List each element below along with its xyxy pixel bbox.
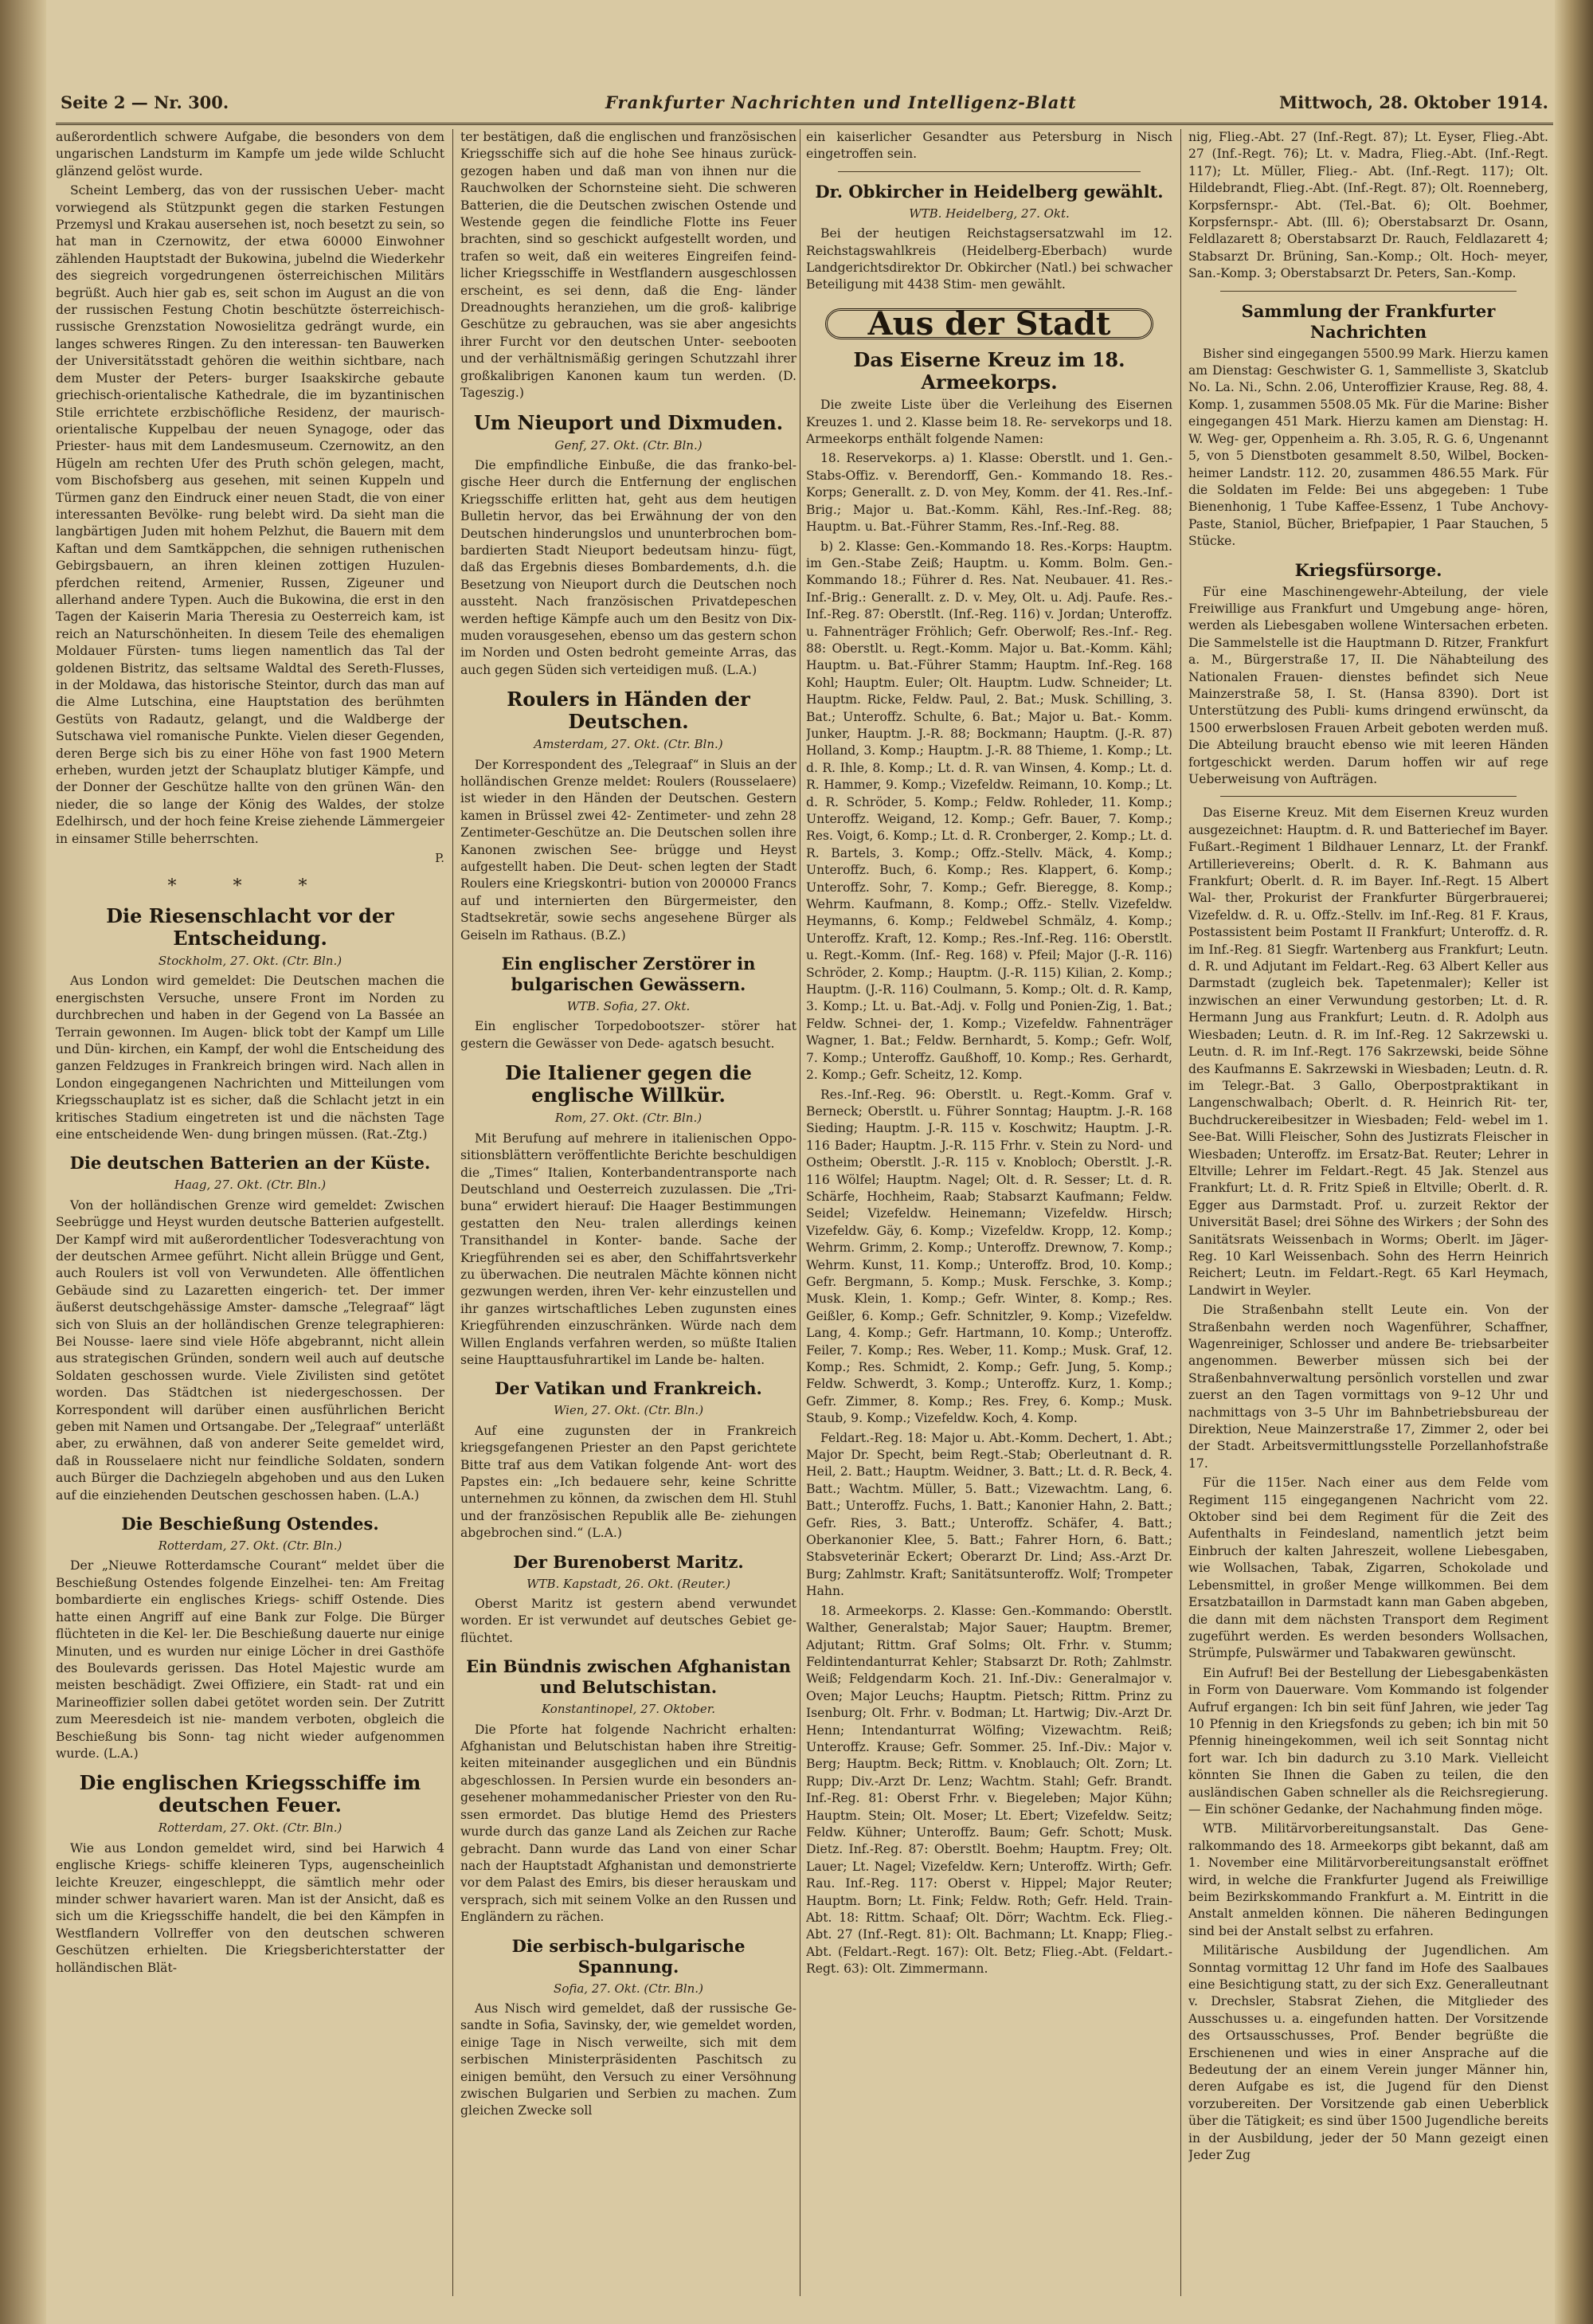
- article-text: Auf eine zugunsten der in Frankreich kriegsgefangenen Priester an den Papst gerichtete Bitte traf aus dem Vatikan folgende Ant- wort des Papstes ein: „Ich bedauere sehr, keine Schritte unternehmen zu können, da zwischen dem Hl. Stuhl und der französischen Republik alle Be- ziehungen abgebrochen sind.“ (L.A.): [460, 1423, 796, 1541]
- article-text: Für die 115er. Nach einer aus dem Felde vom Regiment 115 eingegangenen Nachricht vom 22. Oktober sind bei dem Regiment für die Zeit des Aufenthalts in Feindesland, namentlich jetzt beim Einbruch der kalten Jahreszeit, wollene Liebesgaben, wie Wollsachen, Tabak, Zigarren, Schokolade und Lebensmittel, in großer Menge willkommen. Bei dem Ersatzbataillon in Darmstadt kann man Gaben abgeben, die dann mit dem nächsten Transport dem Regiment zugeführt werden. Es werden besonders Wollsachen, Strümpfe, Pulswärmer und Tabakwaren gewünscht.: [1188, 1476, 1548, 1661]
- issue-date: Mittwoch, 28. Oktober 1914.: [1279, 92, 1548, 112]
- paper-title: Frankfurter Nachrichten und Intelligenz-Blatt: [605, 92, 1077, 112]
- dateline: WTB. Sofia, 27. Okt.: [566, 999, 691, 1014]
- headline: Der Vatikan und Frankreich.: [495, 1378, 762, 1399]
- headline: Ein englischer Zerstörer in bulgarischen Gewässern.: [501, 954, 756, 995]
- headline: Die englischen Kriegsschiffe im deutschen Feuer.: [79, 1771, 421, 1817]
- headline: Ein Bündnis zwischen Afghanistan und Belutschistan.: [466, 1656, 791, 1698]
- dateline: WTB. Heidelberg, 27. Okt.: [909, 206, 1070, 221]
- dateline: Wien, 27. Okt. (Ctr. Bln.): [553, 1403, 704, 1418]
- column-3: [806, 129, 1172, 2296]
- dateline: Stockholm, 27. Okt. (Ctr. Bln.): [158, 953, 342, 968]
- headline: Der Burenoberst Maritz.: [513, 1551, 744, 1572]
- article-text: Der „Nieuwe Rotterdamsche Courant“ meldet über die Beschießung Ostendes folgende Einzelhei- ten: Am Freitag bombardierte ein englisches Kriegs- schiff Ostende. Dies hatte einen Angriff auf eine Bank zur Folge. Die Bürger flüchteten in die Kel- ler. Die Beschießung dauerte nur einige Minuten, und es wurden nur einige Löcher in drei Gasthöfe des Boulevards gerissen. Das Hotel Majestic wurde am meisten beschädigt. Zwei Offiziere, ein Stadt- rat und ein Marineoffizier sollen dabei getötet worden sein. Der Zutritt zum Meeresdeich ist nie- mandem verboten, obgleich die Beschießung bis Sonn- tag nicht wieder aufgenommen wurde. (L.A.): [56, 1558, 444, 1761]
- dateline: Sofia, 27. Okt. (Ctr. Bln.): [554, 1981, 703, 1996]
- article-text: Von der holländischen Grenze wird gemeldet: Zwischen Seebrügge und Heyst wurden deutsche Batterien aufgestellt. Der Kampf wird mit außerordentlicher Todesverachtung von der deutschen Armee geführt. Nicht allein Brügge und Gent, auch Roulers ist voll von Verwundeten. Alle öffentlichen Gebäude sind zu Lazaretten eingerich- tet. Der immer äußerst deutschgehässige Amster- damsche „Telegraaf“ lägt sich von Sluis an der holländischen Grenze telegraphieren: Bei Nousse- laere sind viele Höfe abgebrannt, nicht allein aus strategischen Gründen, sondern weil auch auf deutsche Soldaten geschossen wurde. Viele Zivilisten sind getötet worden. Das Städtchen ist niedergeschossen. Der Korrespondent will darüber einen ausführlichen Bericht geben mit Namen und Ortsangabe. Der „Telegraaf“ unterläßt aber, zu erwähnen, daß von anderer Seite gemeldet wird, daß in Rousselaere nicht nur feindliche Soldaten, sondern auch Bürger die Dachziegeln abgehoben und aus den Luken auf die einziehenden Deutschen geschossen haben. (L.A.): [56, 1197, 444, 1503]
- headline: Um Nieuport und Dixmuden.: [473, 410, 784, 434]
- column-2: [460, 129, 796, 2296]
- headline: Sammlung der Frankfurter Nachrichten: [1241, 300, 1496, 342]
- article-text: ein kaiserlicher Gesandter aus Petersburg in Nisch eingetroffen sein.: [806, 130, 1172, 162]
- article-signature: P.: [435, 851, 444, 866]
- dateline: Amsterdam, 27. Okt. (Ctr. Bln.): [534, 737, 723, 752]
- article-text: Feldart.-Reg. 18: Major u. Abt.-Komm. Dechert, 1. Abt.; Major Dr. Specht, beim Regt.-Stab; Oberleutnant d. R. Heil, 2. Batt.; Hauptm. Weidner, 3. Batt.; Lt. d. R. Beck, 4. Batt.; Wachtm. Müller, 5. Batt.; Vizewachtm. Lang, 6. Batt.; Unteroffz. Fuchs, 1. Batt.; Kanonier Hahn, 2. Batt.; Gefr. Ries, 3. Batt.; Unteroffz. Schäfer, 4. Batt.; Oberkanonier Klee, 5. Batt.; Fahrer Horn, 6. Batt.; Stabsveterinär Eckert; Oberarzt Dr. Lind; Ass.-Arzt Dr. Burg; Zahlmstr. Kraft; Sanitätsunteroffz. Wolf; Trompeter Hahn.: [806, 1430, 1172, 1599]
- column-rule: [452, 129, 453, 2296]
- dateline: Rotterdam, 27. Okt. (Ctr. Bln.): [158, 1538, 342, 1554]
- section-ornament: * * *: [167, 876, 333, 897]
- dateline: Rotterdam, 27. Okt. (Ctr. Bln.): [158, 1820, 342, 1836]
- article-text: 18. Armeekorps. 2. Klasse: Gen.-Kommando: Oberstlt. Walther, Generalstab; Major Sauer; Hauptm. Bremer, Adjutant; Rittm. Graf Solms; Olt. Frhr. v. Stumm; Feldintendanturrat Kehler; Stabsarzt Dr. Roth; Zahlmstr. Weiß; Feldgendarm Koch. 21. Inf.-Div.: Generalmajor v. Oven; Major Leuchs; Hauptm. Pietsch; Rittm. Prinz zu Isenburg; Olt. Frhr. v. Bodman; Lt. Hartwig; Div.-Arzt Dr. Henn; Intendanturrat Wölfing; Vizewachtm. Reiß; Unteroffz. Krause; Gefr. Sommer. 25. Inf.-Div.: Major v. Berg; Hauptm. Beck; Rittm. v. Knoblauch; Olt. Zorn; Lt. Rupp; Div.-Arzt Dr. Lenz; Wachtm. Stahl; Gefr. Brandt. Inf.-Reg. 81: Oberst Frhr. v. Biegeleben; Major Kühn; Hauptm. Stein; Olt. Moser; Lt. Ebert; Vizefeldw. Seitz; Feldw. Kühner; Unteroffz. Baum; Gefr. Schott; Musk. Dietz. Inf.-Reg. 87: Oberstlt. Boehm; Hauptm. Frey; Olt. Lauer; Lt. Nagel; Vizefeldw. Kern; Unteroffz. Wirth; Gefr. Rau. Inf.-Reg. 117: Oberst v. Hippel; Major Reuter; Hauptm. Born; Lt. Fink; Feldw. Roth; Gefr. Held. Train-Abt. 18: Rittm. Schaaf; Olt. Dörr; Wachtm. Eck. Flieg.-Abt. 27 (Inf.-Regt. 81): Olt. Bachmann; Lt. Knapp; Flieg.-Abt. (Feldart.-Regt. 167): Olt. Betz; Flieg.-Abt. (Feldart.-Regt. 63): Olt. Zimmermann.: [806, 1603, 1172, 1977]
- headline: Roulers in Händen der Deutschen.: [507, 688, 750, 734]
- page-edge: [1555, 0, 1593, 2324]
- article-text: Aus London wird gemeldet: Die Deutschen machen die energischsten Versuche, unsere Front im Norden zu durchbrechen und haben in der Gegend von La Bassée an Terrain gewonnen. Im Augen- blick tobt der Kampf um Lille und Dün- kirchen, ein Kampf, der wohl die Entscheidung des ganzen Feldzuges in Frankreich bringen wird. Nach allen in London eingegangenen Nachrichten und Mitteilungen vom Kriegsschauplatz ist es sicher, daß die Schlacht jetzt in ein kritisches Stadium eingetreten ist und die nächsten Tage eine entscheidende Wen- dung bringen müssen. (Rat.-Ztg.): [56, 974, 444, 1142]
- masthead: [56, 86, 1553, 125]
- article-text: Für eine Maschinengewehr-Abteilung, der viele Freiwillige aus Frankfurt und Umgebung ange- hören, werden als Liebesgaben wollene Wintersachen erbeten. Die Sammelstelle ist die Hauptmann D. Ritzer, Frankfurt a. M., Bürgerstraße 17, II. Die Nähabteilung des Nationalen Frauen- dienstes befindet sich Neue Mainzerstraße 58, I. St. (Hansa 8390). Dort ist Unterstützung des Publi- kums dringend erwünscht, da 1500 erwerbslosen Frauen Arbeit geboten werden muß. Die Abteilung braucht ebenso wie mit leeren Händen fortgeschickt werden. Darum hoffen wir auf rege Ueberweisung von Aufträgen.: [1188, 584, 1548, 786]
- article-text: Bisher sind eingegangen 5500.99 Mark. Hierzu kamen am Dienstag: Geschwister G. 1, Sammelliste 3, Skatclub No. La. Ni., Schn. 2.06, Unteroffizier Krause, Reg. 88, 4. Komp. 1, zusammen 5508.05 Mk. Für die Marine: Bisher eingegangen 451 Mark. Hierzu kamen am Dienstag: H. W. Weg- ger, Oppenheim a. Rh. 3.05, R. G. 6, Ungenannt 5, von 5 Dienstboten gesammelt 8.50, Wilbel, Bocken- heimer Landstr. 112. 20, zusammen 486.55 Mark. Für die Soldaten im Felde: Bei uns abgegeben: 1 Tube Bienenhonig, 1 Tube Kaffee-Essenz, 1 Tube Anchovy-Paste, Staniol, Bücher, Briefpapier, 1 Paar Stauchen, 5 Stücke.: [1188, 346, 1548, 549]
- page-number: Seite 2 — Nr. 300.: [61, 92, 229, 112]
- article-text: Bei der heutigen Reichstagsersatzwahl im 12. Reichstagswahlkreis (Heidelberg-Eberbach) wurde Landgerichtsdirektor Dr. Obkircher (Natl.) bei schwacher Beteiligung mit 4438 Stim- men gewählt.: [806, 226, 1172, 292]
- article-text: Die zweite Liste über die Verleihung des Eisernen Kreuzes 1. und 2. Klasse beim 18. Re- servekorps und 18. Armeekorps enthält folgende Namen:: [806, 398, 1172, 447]
- article-text: Oberst Maritz ist gestern abend verwundet worden. Er ist verwundet auf deutsches Gebiet ge- flüchtet.: [460, 1597, 796, 1645]
- headline: Dr. Obkircher in Heidelberg gewählt.: [815, 181, 1164, 202]
- article-text: Mit Berufung auf mehrere in italienischen Oppo- sitionsblättern veröffentlichte Berichte beschuldigen die „Times“ Italien, Konterbandentransporte nach Deutschland und Oesterreich zuzulassen. Die „Tri- buna“ erwidert hierauf: Die Haager Bestimmungen gestatten den Neu- tralen allerdings keinen Transithandel in Konter- bande. Sache der Kriegführenden sei es aber, den Schiffahrtsverkehr zu überwachen. Die neutralen Mächte können nicht gezwungen werden, ihren Ver- kehr einzustellen und ihr ganzes wirtschaftliches Leben zugunsten eines Kriegführenden einzuschränken. Würde nach dem Willen Englands verfahren werden, so müßte Italien seine Haupttausfuhrartikel im Lande be- halten.: [460, 1131, 796, 1367]
- column-1: [56, 129, 444, 2296]
- column-rule: [1180, 129, 1181, 2296]
- article-text: Die Straßenbahn stellt Leute ein. Von der Straßenbahn werden noch Wagenführer, Schaffner, Wagenreiniger, Schlosser und andere Be- triebsarbeiter angenommen. Bewerber müssen sich bei der Straßenbahnverwaltung persönlich vorstellen und zwar zuerst an den Tagen vormittags von 9–12 Uhr und nachmittags von 3–5 Uhr im Bahnbetriebsbureau der Direktion, Neue Mainzerstraße 17, Zimmer 2, oder bei der Stadt. Arbeitsvermittlungsstelle Porzellanhofstraße 17.: [1188, 1303, 1548, 1471]
- dateline: Haag, 27. Okt. (Ctr. Bln.): [174, 1178, 327, 1193]
- dateline: Konstantinopel, 27. Oktober.: [542, 1702, 715, 1717]
- article-text: 18. Reservekorps. a) 1. Klasse: Oberstlt. und 1. Gen.-Stabs-Offiz. v. Berendorff, Gen.- Kommando 18. Res.-Korps; Generallt. z. D. von Mey, Komm. der 41. Res.-Inf.-Brig.; Major u. Bat.-Komm. Kähl, Res.-Inf.-Reg. 88; Hauptm. u. Bat.-Führer Stamm, Res.-Inf.-Reg. 88.: [806, 451, 1172, 535]
- article-text: Militärische Ausbildung der Jugendlichen. Am Sonntag vormittag 12 Uhr fand im Hofe des Saalbaues eine Besichtigung statt, zu der sich Exz. Generalleutnant v. Drechsler, Stabsrat Ziehen, die Mitglieder des Ausschusses u. a. eingefunden hatten. Der Vorsitzende des Ortsausschusses, Prof. Bender begrüßte die Erschienenen und wies in einer Ansprache auf die Bedeutung der an einem Verein junger Männer hin, deren Aufgabe es ist, die Jugend für den Dienst vorzubereiten. Der Vorsitzende gab einen Ueberblick über die Tätigkeit; es sind über 1500 Jugendliche bereits in der Ausbildung, jeder der 50 Mann gezeigt einen Jeder Zug: [1188, 1943, 1548, 2163]
- article-text: b) 2. Klasse: Gen.-Kommando 18. Res.-Korps: Hauptm. im Gen.-Stabe Zeiß; Hauptm. u. Komm. Bolm. Gen.-Kommando 18.; Führer d. Res. Nat. Neubauer. 41. Res.-Inf.-Brig.: Generallt. z. D. v. Mey, Olt. u. Adj. Paufe. Res.-Inf.-Reg. 87: Oberstlt. (Inf.-Reg. 116) v. Jordan; Unteroffz. u. Fahnenträger Fröhlich; Gefr. Oberwolf; Res.-Inf.- Reg. 88: Oberstlt. u. Regt.-Komm. Major u. Bat.-Komm. Kähl; Hauptm. u. Bat.-Führer Stamm; Hauptm. Inf.-Reg. 168 Kohl; Hauptm. Euler; Olt. Hauptm. Ludw. Schneider; Lt. Hauptm. Ricke, Feldw. Paul, 2. Bat.; Musk. Schilling, 3. Bat.; Unteroffz. Schulte, 6. Bat.; Major u. Bat.- Komm. Junker, Hauptm. J.-R. 88; Bockmann; Hauptm. (J.-R. 87) Holland, 3. Komp.; Hauptm. J.-R. 88 Thieme, 1. Komp.; Lt. d. R. Ihle, 8. Komp.; Lt. d. R. van Winsen, 4. Komp.; Lt. d. R. Hammer, 9. Komp.; Vizefeldw. Reimann, 10. Komp.; Lt. d. R. Schröder, 5. Komp.; Feldw. Rohleder, 11. Komp.; Unteroffz. Weigand, 12. Komp.; Gefr. Bauer, 7. Komp.; Res. Voigt, 6. Komp.; Lt. d. R. Cronberger, 2. Komp.; Lt. d. R. Bartels, 3. Komp.; Offz.-Stellv. Mäck, 4. Komp.; Unteroffz. Buch, 6. Komp.; Res. Klappert, 6. Komp.; Unteroffz. Sohr, 7. Komp.; Gefr. Bieregge, 8. Komp.; Wehrm. Kaufmann, 8. Komp.; Offz.- Stellv. Vizefeldw. Heymanns, 6. Komp.; Feldwebel Schmälz, 4. Komp.; Unteroffz. Kraft, 12. Komp.; Res.-Inf.-Reg. 116: Oberstlt. u. Regt.-Komm. (Inf.- Reg. 168) v. Pfeil; Major (J.-R. 116) Schröder, 2. Komp.; Hauptm. (J.-R. 115) Kilian, 2. Komp.; Hauptm. (J.-R. 116) Coulmann, 5. Komp.; Olt. d. R. Kamp, 3. Komp.; Lt. u. Bat.-Adj. v. Follg und Ponien-Zig, 1. Bat.; Feldw. Schnei- der, 1. Komp.; Vizefeldw. Fahnenträger Wagner, 1. Bat.; Feldw. Bernhardt, 5. Komp.; Gefr. Wolf, 7. Komp.; Unteroffz. Gaußhoff, 10. Komp.; Res. Gerhardt, 2. Komp.; Gefr. Scheitz, 12. Komp.: [806, 539, 1172, 1083]
- headline: Die deutschen Batterien an der Küste.: [69, 1153, 431, 1174]
- dateline: WTB. Kapstadt, 26. Okt. (Reuter.): [526, 1576, 730, 1591]
- article-text: Aus Nisch wird gemeldet, daß der russische Ge- sandte in Sofia, Savinsky, der, wie gemeldet worden, einige Tage in Nisch verweilte, sich mit dem serbischen Ministerpräsidenten Paschitsch zu einigen bemüht, den Versuch zu einer Versöhnung zwischen Bulgarien und Serbien zu machen. Zum gleichen Zwecke soll: [460, 2001, 796, 2118]
- column-4: [1188, 129, 1548, 2296]
- article-text: Ein Aufruf! Bei der Bestellung der Liebesgabenkästen in Form von Dauerware. Vom Kommando ist folgender Aufruf ergangen: Ich bin seit fünf Jahren, wie jeder Tag 10 Pfennig in den Kriegsfonds zu geben; ich bin mit 50 Pfennig hineingekommen, weil ich seit Sonntag nicht fort war. Ich bin dadurch zu 3.10 Mark. Vielleicht könnten Sie Ihnen die Gaben zu teilen, die den ausländischen Gaben schneller als die Reichsregierung. — Ein schöner Gedanke, der Nachahmung finden möge.: [1188, 1665, 1548, 1816]
- article-text: WTB. Militärvorbereitungsanstalt. Das Gene- ralkommando des 18. Armeekorps gibt bekannt, daß am 1. November eine Militärvorbereitungsanstalt eröffnet wird, in welche die Frankfurter Jugend als Freiwillige beim Bezirkskommando Frankfurt a. M. Eintritt in die Anstalt anmelden können. Die näheren Bedingungen sind bei der Anstalt selbst zu erfahren.: [1188, 1821, 1548, 1938]
- article-text: ter bestätigen, daß die englischen und französischen Kriegsschiffe sich auf die hohe See hinaus zurück- gezogen haben und daß man von ihnen nur die Rauchwolken der Schornsteine sieht. Die schweren Batterien, die die Deutschen zwischen Ostende und Westende gegen die feindliche Flotte ins Feuer brachten, sind so geschickt aufgestellt worden, und trafen so weit, daß ein weiteres Eingreifen feind- licher Kriegsschiffe in Westflandern ausgeschlossen erscheint, es sei denn, daß die Eng- länder Dreadnoughts heranziehen, um die groß- kalibrige Geschütze zu gebrauchen, was sie aber angesichts ihrer Furcht vor den deutschen Unter- seebooten und der verhältnismäßig geringen Schutzzahl ihrer großkalibrigen Kanonen kaum tun werden. (D. Tageszig.): [460, 130, 796, 401]
- headline: Das Eiserne Kreuz im 18. Armeekorps.: [853, 348, 1125, 394]
- divider: [838, 171, 1141, 172]
- binding-edge: [0, 0, 46, 2324]
- divider: [1220, 796, 1517, 797]
- divider: [1220, 291, 1517, 292]
- headline: Kriegsfürsorge.: [1294, 559, 1442, 580]
- article-text: Die Pforte hat folgende Nachricht erhalten: Afghanistan und Belutschistan haben ihre Streitig- keiten miteinander ausgeglichen und ein Bündnis abgeschlossen. In Persien wurde ein besonders an- gesehener mohammedanischer Priester von den Ru- ssen ermordet. Das blutige Hemd des Priesters wurde durch das ganze Land als Zeichen zur Rache gebracht. Dann wurde das Land von einer Schar nach der Hauptstadt Afghanistan und demonstrierte vor dem Palast des Emirs, bis dieser herauskam und versprach, sich mit seinem Volke an den Russen und Engländern zu rächen.: [460, 1722, 796, 1925]
- article-text: außerordentlich schwere Aufgabe, die besonders von dem ungarischen Landsturm im Kampfe um jede wilde Schlucht glänzend gelöst wurde.: [56, 130, 444, 178]
- dateline: Rom, 27. Okt. (Ctr. Bln.): [554, 1111, 703, 1126]
- dateline: Genf, 27. Okt. (Ctr. Bln.): [554, 437, 703, 453]
- article-text: Scheint Lemberg, das von der russischen Ueber- macht vorwiegend als Stützpunkt gegen die starken Festungen Przemysl und Krakau ausersehen ist, noch besetzt zu sein, so hat man in Czernowitz, der etwa 60000 Einwohner zählenden Hauptstadt der Bukowina, jubelnd die Wiederkehr des siegreich vorgedrungenen österreichischen Militärs begrüßt. Auch hier gab es, seit schon im August an die von der russischen Festung Chotin beschützte österreichisch- russische Grenzstation Nowosielitza gedrängt wurde, ein langes schweres Ringen. Zu den interessan- ten Bauwerken der Universitätsstadt gehören die weithin sichtbare, nach dem Muster der Peters- burger Isaakskirche gebaute griechisch-orientalische Kathedrale, die im byzantinischen Stile errichtete erzbischöfliche Residenz, der maurisch-orientalische Kuppelbau der neuen Synagoge, oder das Priester- haus mit dem Landesmuseum. Czernowitz, an den Hügeln am rechten Ufer des Pruth schön gelegen, macht, vom Bischofsberg aus gesehen, mit seinen Kuppeln und Türmen ganz den Eindruck einer neuen Stadt, die von einer interessanten Bevölke- rung belebt wird. Da sieht man die langbärtigen Juden mit hohem Pelzhut, die Bauern mit dem Kaftan und dem Samtkäppchen, die sehnigen ruthenischen Gebirgsbauern, an ihren kleinen zottigen Huzulen- pferdchen reitend, Armenier, Russen, Zigeuner und allerhand andere Typen. Auch die Bukowina, die erst in den Tagen der Kaiserin Maria Theresia zu Oesterreich kam, ist reich an Naturschönheiten. In diesem Teile des ehemaligen Moldauer Fürsten- tums liegen namentlich das Tal der goldenen Bistritz, das seltsame Waldtal des Sereth-Flusses, in der Moldawa, das historische Steintor, durch das man auf die Alme Lutschina, eine Hauptstation des berühmten Gestüts von Radautz, gelangt, und die Waldberge der Sutschawa viel romanische Punkte. Vielen dieser Gegenden, deren Berge sich bis zu einer Höhe von fast 1900 Metern erheben, wurden jetzt der Schauplatz blutiger Kämpfe, und der Donner der Geschütze hallte von den grünen Wän- den nieder, die so lange der König des Waldes, der stolze Edelhirsch, und der hoch feine Kreise ziehende Lämmergeier in einsamer Stille beherrschten.: [56, 183, 444, 846]
- article-text: nig, Flieg.-Abt. 27 (Inf.-Regt. 87); Lt. Eyser, Flieg.-Abt. 27 (Inf.-Regt. 76); Lt. v. Madra, Flieg.-Abt. (Inf.-Regt. 117); Lt. Müller, Flieg.- Abt. (Inf.-Regt. 117); Olt. Hildebrandt, Flieg.-Abt. (Inf.-Regt. 87); Olt. Roenneberg, Korpsfernspr.- Abt. (Tel.-Bat. 6); Olt. Boehmer, Korpsfernspr.- Abt. (Ill. 6); Oberstabsarzt Dr. Osann, Feldlazarett 8; Oberstabsarzt Dr. Rauch, Feldlazarett 4; Stabsarzt Dr. Brüning, San.-Komp.; Olt. Hoch- meyer, San.-Komp. 3; Oberstabsarzt Dr. Peters, San.-Komp.: [1188, 130, 1548, 281]
- headline: Die Italiener gegen die englische Willkür.: [505, 1061, 752, 1107]
- article-text: Das Eiserne Kreuz. Mit dem Eisernen Kreuz wurden ausgezeichnet: Hauptm. d. R. und Batteriechef im Bayer. Fußart.-Regiment 1 Bildhauer Lennarz, Lt. der Frankf. Artillerievereins; Oberlt. d. R. K. Bahmann aus Frankfurt; Oberlt. d. R. im Bayer. Inf.-Regt. 15 Albert Wal- ther, Prokurist der Frankfurter Bürgerbrauerei; Vizefeldw. d. R. u. Offz.-Stellv. im Inf.-Reg. 81 F. Kraus, Postassistent beim Postamt II Frankfurt; Unteroffz. d. R. im Inf.-Reg. 81 Siegfr. Wartenberg aus Frankfurt; Leutn. d. R. und Adjutant im Feldart.-Reg. 63 Albert Keller aus Darmstadt (zugleich bek. Tapetenmaler); Keller ist inzwischen an einer Verwundung gestorben; Lt. d. R. Hermann Jung aus Frankfurt; Leutn. d. R. Adolph aus Wiesbaden; Leutn. d. R. im Inf.-Reg. 12 Sakrzewski u. Leutn. d. R. im Inf.-Regt. 176 Sakrzewski, beide Söhne des Kaufmanns E. Sakrzewski in Wiesbaden; Leutn. d. R. im Telegr.-Bat. 3 Gallo, Oberpostpraktikant in Langenschwalbach; Oberlt. d. R. Heinrich Rit- ter, Buchdruckereibesitzer in Wiesbaden; Feld- webel im 1. See-Bat. Willi Fleischer, Sohn des Justizrats Fleischer in Wiesbaden; Unteroffz. im Ersatz-Bat. Reuter; Lehrer in Eltville; Lehrer im Feldart.-Regt. 45 Jak. Stenzel aus Frankfurt; Lt. d. R. Fritz Spieß in Eltville; Oberlt. d. R. Egger aus Darmstadt. Prof. u. zurzeit Rektor der Universität Basel; drei Söhne des Wirkers ; der Sohn des Sanitätsrats Weissenbach in Worms; Oberlt. im Jäger-Reg. 10 Karl Weissenbach. Sohn des Herrn Heinrich Reichert; Leutn. im Feldart.-Regt. 65 Karl Heymach, Landwirt in Weyler.: [1188, 805, 1548, 1298]
- article-text: Die empfindliche Einbuße, die das franko-bel- gische Heer durch die Entfernung der englischen Kriegsschiffe erlitten hat, geht aus dem heutigen Bulletin hervor, das bei Erwähnung der von den Deutschen hinderungslos und ununterbrochen bom- bardierten Stadt Nieuport bedeutsam hinzu- fügt, daß das Ergebnis dieses Bombardements, d.h. die Besetzung von Nieuport durch die Deutschen noch aussteht. Nach französischen Privatdepeschen werden heftige Kämpfe auch um den Besitz von Dix- muden vorausgesehen, ebenso um das gestern schon im Norden und Osten bedroht gemeinte Arras, das auch gegen Süden sich verteidigen muß. (L.A.): [460, 457, 796, 677]
- article-text: Ein englischer Torpedobootszer- störer hat gestern die Gewässer von Dede- agatsch besucht.: [460, 1019, 796, 1051]
- article-text: Res.-Inf.-Reg. 96: Oberstlt. u. Regt.-Komm. Graf v. Berneck; Oberstlt. u. Führer Sonntag; Hauptm. J.-R. 168 Sieding; Hauptm. J.-R. 115 v. Koschwitz; Hauptm. J.-R. 116 Bader; Hauptm. J.-R. 115 Frhr. v. Stein zu Nord- und Ostheim; Oberstlt. J.-R. 115 v. Knobloch; Oberstlt. J.-R. 116 Wölfel; Hauptm. Nagel; Olt. d. R. Sesser; Lt. d. R. Schärfe, Hochheim, Raab; Stabsarzt Kaufmann; Feldw. Seidel; Vizefeldw. Heinemann; Vizefeldw. Hirsch; Vizefeldw. Gäy, 6. Komp.; Vizefeldw. Kropp, 12. Komp.; Wehrm. Grimm, 2. Komp.; Unteroffz. Drewnow, 7. Komp.; Wehrm. Kunst, 11. Komp.; Unteroffz. Brod, 10. Komp.; Gefr. Bergmann, 5. Komp.; Musk. Ferschke, 3. Komp.; Musk. Klein, 1. Komp.; Gefr. Winter, 8. Komp.; Res. Geißler, 6. Komp.; Gefr. Schnitzler, 9. Komp.; Vizefeldw. Lang, 4. Komp.; Gefr. Hartmann, 10. Komp.; Unteroffz. Feiler, 7. Komp.; Res. Weber, 11. Komp.; Musk. Graf, 12. Komp.; Res. Schmidt, 2. Komp.; Gefr. Jung, 5. Komp.; Feldw. Schwerdt, 3. Komp.; Unteroffz. Kurz, 1. Komp.; Gefr. Zimmer, 8. Komp.; Res. Frey, 6. Komp.; Musk. Staub, 9. Komp.; Vizefeldw. Koch, 4. Komp.: [806, 1087, 1172, 1426]
- headline: Die serbisch-bulgarische Spannung.: [511, 1935, 746, 1977]
- headline: Die Riesenschlacht vor der Entscheidung.: [106, 903, 394, 950]
- article-text: Der Korrespondent des „Telegraaf“ in Sluis an der holländischen Grenze meldet: Roulers (Rousselaere) ist wieder in den Händen der Deutschen. Gestern kamen in Brüssel zwei 42- Zentimeter- und zehn 28 Zentimeter-Geschütze an. Die Deutschen sollen ihre Kanonen zwischen See- brügge und Heyst aufgestellt haben. Die Deut- schen legten der Stadt Roulers eine Kriegskontri- bution von 200000 Francs auf und internierten den Bürgermeister, den Stadtsekretär, sowie sechs angesehene Bürger als Geiseln im Rathaus. (B.Z.): [460, 757, 796, 943]
- article-text: Wie aus London gemeldet wird, sind bei Harwich 4 englische Kriegs- schiffe kleineren Typs, augenscheinlich leichte Kreuzer, eingeschleppt, die sämtlich mehr oder minder schwer havariert waren. Man ist der Ansicht, daß es sich um die Kriegsschiffe handelt, die bei den Kämpfen in Westflandern Vollreffer von den deutschen schweren Geschützen erhielten. Die Kriegsberichterstatter der holländischen Blät-: [56, 1840, 444, 1975]
- headline: Die Beschießung Ostendes.: [121, 1514, 379, 1534]
- section-banner: Aus der Stadt: [825, 308, 1153, 339]
